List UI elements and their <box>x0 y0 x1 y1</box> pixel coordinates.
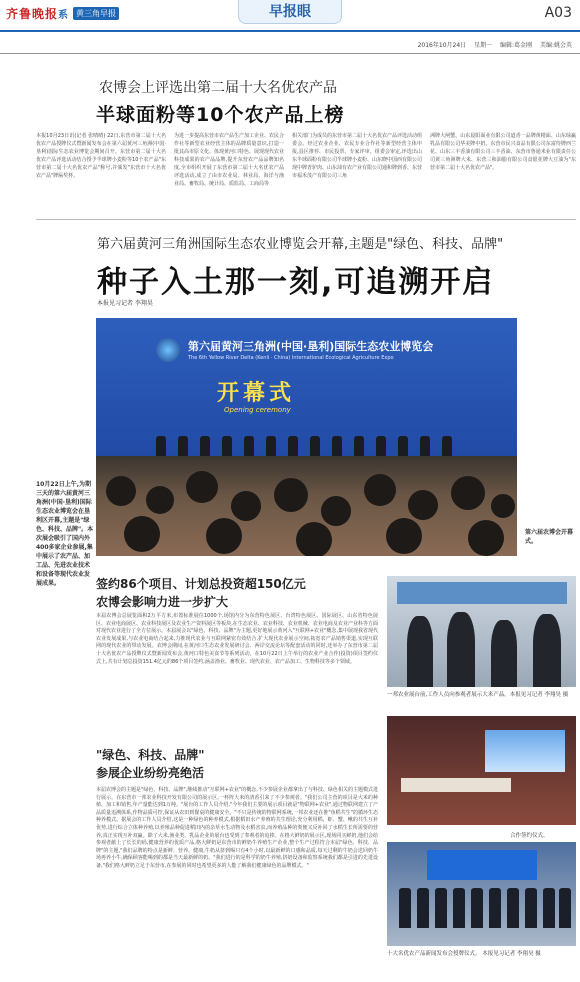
story1-headline: 半球面粉等10个农产品上榜 <box>96 104 345 126</box>
masthead-rule <box>0 30 580 32</box>
signing-table <box>401 778 511 792</box>
booth-banner <box>397 582 567 604</box>
subhead-1-line1: 签约86个项目、计划总投资超150亿元 <box>96 577 306 591</box>
design-credit: 美编:姚会英 <box>539 42 572 49</box>
stage-main-text: 开幕式 <box>217 381 296 406</box>
story1-column-2: 为进一步提高东营市农产品生产加工企业、农民合作社等新型农业经营主体的品牌质量意识,打造一批其高市原文化、体现黄河口特色、展现现代农业科技成果的农产品品牌,提升东营农产品品牌知名度,全市组织开展了东营市第二届十大名优农产品评选活动,成立了由市农业局、林业局、海洋与渔业局、畜牧局、统计局、质监局、工商局等 <box>174 133 285 187</box>
stage-sub-text: Opening ceremony <box>224 406 291 414</box>
stage-subtitle-en: The 6th Yellow River Delta (Kenli · China) International Ecological Agriculture Expo <box>188 355 394 361</box>
dateline-rule <box>0 53 580 54</box>
opening-ceremony-photo <box>96 318 517 556</box>
main-photo-caption: 10月22日上午,为期三天的第六届黄河三角洲(中国·垦利)国际生态农业博览会在垦利区开幕,主题是"绿色、科技、品牌"。本次展会吸引了国内外400多家企业参展,集中展示了农产品、加工品、先进农业技术和设备等现代农业发展成果。 <box>36 481 94 587</box>
brand-logo: 齐鲁晚报系 <box>6 7 70 21</box>
story1-kicker: 农博会上评选出第二届十大名优农产品 <box>99 80 337 96</box>
award-photo <box>387 842 576 946</box>
signing-photo-caption: 合作签约仪式。 <box>510 833 549 839</box>
expo-logo-icon <box>156 338 180 362</box>
crowd <box>96 456 517 556</box>
main-photo-label: 第六届农博会开幕式。 <box>525 529 574 545</box>
story1-column-3: 相关部门为成员的东营市第二届十大名优农产品评选活动组委会。经过农业企业、农民专业合作社等新型经营主体申报,县区推荐、市民投票、专家评审、组委会审定,评选出山东半球面粉有限公司半球牌小麦粉、山东晓中国西有限公司现中牌青驴肉、山东油有农产业有限公司通和牌到香、东营市福禾茂产有限公司三角 <box>292 133 423 179</box>
edition-badge: 黄三角早报 <box>73 7 119 20</box>
booth-photo <box>387 576 576 687</box>
story2-body-2: 本届农博会的主题是"绿色、科技、品牌",继续推动"互联网+农业"的概念,不少参展企业都拿出了与科技、绿色相关的主题模式进行展示。在东营市一邦农业科技开发有限公司的展示区,一杯阵大米的清香引来了不少参观者。"我们公司主营的项目是大米的种植、加工和销售,年产量能达到1万吨。"展台的工作人员介绍,"今年我们主要的展示项目就是"物联网+农业",通过物联网建立了产品质量追溯体系,作物品质可控,保证从农田到餐桌的健康安全。"不只是传统的物联网系统,一邦农业还在推"鱼稻共生"的循环生态种养模式。据展会的工作人员介绍,这是一种绿色的种养模式,根据稻田水产养殖的共生理论,充分利用稻、虾、蟹、鳅的共生互补优势,进行综合立体种养殖,以养殖品种促进稻田内的杂草水生动物及水稻害虫,而养殖品种的粪便又反补回了水稻生长所需要的营养,真正实现互补双赢。除了大米,渔业类、乳品企业的展台也受到了参观者的追捧。在格大鲜奶的展示区,现场同买鲜奶,他们会给参观者献上了长长的码,健康营养的优质产品,格大鲜奶是东营市的鲜奶牛养殖生产企业,整个生产过程符合本届"绿色、科技、品牌"的主题,"我们品牌的特点是新鲜、营养、健康,牛奶从挤到喝只有4个小时,以最新鲜的口感和品质,每天过剩的牛奶会送回奶牛场再养小牛,确保顾客能喝到的都是当天最新鲜的奶。"我们进行的是科学的奶牛养殖,挤奶设备和监察系统我们都是引进的先进设备,"我们格大鲜奶立足于东营市,在参展的同时也希望更多的人能了解我们健康绿色的品牌模式。" <box>96 787 378 869</box>
subhead-2-line2: 参展企业纷纷亮绝活 <box>96 766 205 780</box>
masthead <box>0 0 580 30</box>
story2-body-1: 本届农博会总展览面积2万平方米,布置标准展位1000个,场馆内分为东营特色展区、台湾特色展区、国际展区、山东省特色展区、农业电商展区、农业科技展区及农业生产资料展区等板块,在生态农业、农业科技、农业机械、农业电商及农业产业科等方面对现代农业进行了全方位展示。本届展会以"绿色、科技、品牌"为主题,更好地展示黄河入"互联网+农业"概念,集中展现我省现代农业发展成果,与农业电商结合起来,力推现代农业与互联网紧密有效结合,扩大现代农业展示空间,拓宽农产品销售渠道,实现互联网的现代农业的带动发展。农博会期间,在黄河口生态农业发展研讨会、两岸交流论坛等配套活动的同时,还举办了东营市第二届十大名优农产品授牌仪式暨新闻发布会,黄河口特色美食节等系列活动。在10月22日上午举行的农业产业合作(投资)项目签约仪式上,共有计划总投资151.4亿元的86个项目签约,涵盖渔业、畜牧业、现代农业、农产品加工、生物科技等多个领域。 <box>96 613 378 665</box>
section-divider <box>36 219 576 220</box>
subhead-1-line2: 农博会影响力进一步扩大 <box>96 595 229 609</box>
dateline <box>412 40 572 49</box>
award-photo-caption: 十大名优农产品新闻发布会授牌仪式。 本报见习记者 李翔昊 摄 <box>387 951 541 957</box>
stage-title: 第六届黄河三角洲(中国·垦利)国际生态农业博览会 <box>188 340 434 353</box>
story1-column-4: 洲牌大闸蟹、山东晨阳面业有限公司道香一品牌黄精面、山东绿赢乳品有限公司华美牌中奶、东营市民兴食品有限公司东富待牌西兰花、山东三丰香油有限公司三丰香油、东营市鲁通米业有限责任公司黄三角洲牌大米、东营三和油脂有限公司食银花牌大豆油为"东营市第二届十大名优农产品"。 <box>430 133 576 171</box>
story1-column-1: 本报10月23日讯(记者 张晴晴) 22日,东营市第二届十大名优农产品授牌仪式暨新闻发布会在第六届黄河三角洲(中国·垦利)国际生态农业博览会期间召开。东营市第二届十大名优农产品评选活动结合授予半球牌小麦粉等10个农产品"东营市第二届十大名优农产品"称号,并颁发"东营市十大名优农产品"牌匾奖杯。 <box>36 133 166 179</box>
subhead-2-line1: "绿色、科技、品牌" <box>96 748 205 762</box>
story2-kicker: 第六届黄河三角洲国际生态农业博览会开幕,主题是"绿色、科技、品牌" <box>97 237 504 252</box>
page-number: A03 <box>544 5 572 21</box>
story2-headline: 种子入土那一刻,可追溯开启 <box>97 265 495 300</box>
issue-weekday: 星期一 <box>474 42 493 49</box>
section-title: 早报眼 <box>238 0 342 24</box>
signing-photo <box>387 716 576 825</box>
signing-screen <box>485 730 565 772</box>
editor-credit: 编辑:葛金刚 <box>500 42 533 49</box>
booth-photo-caption: 一邦农业展台前,工作人员向参观者展示大米产品。本报见习记者 李翔昊 摄 <box>387 692 569 698</box>
award-screen <box>427 850 537 880</box>
story2-byline: 本报见习记者 李翔昊 <box>97 300 153 307</box>
issue-date: 2016年10月24日 <box>417 42 467 49</box>
